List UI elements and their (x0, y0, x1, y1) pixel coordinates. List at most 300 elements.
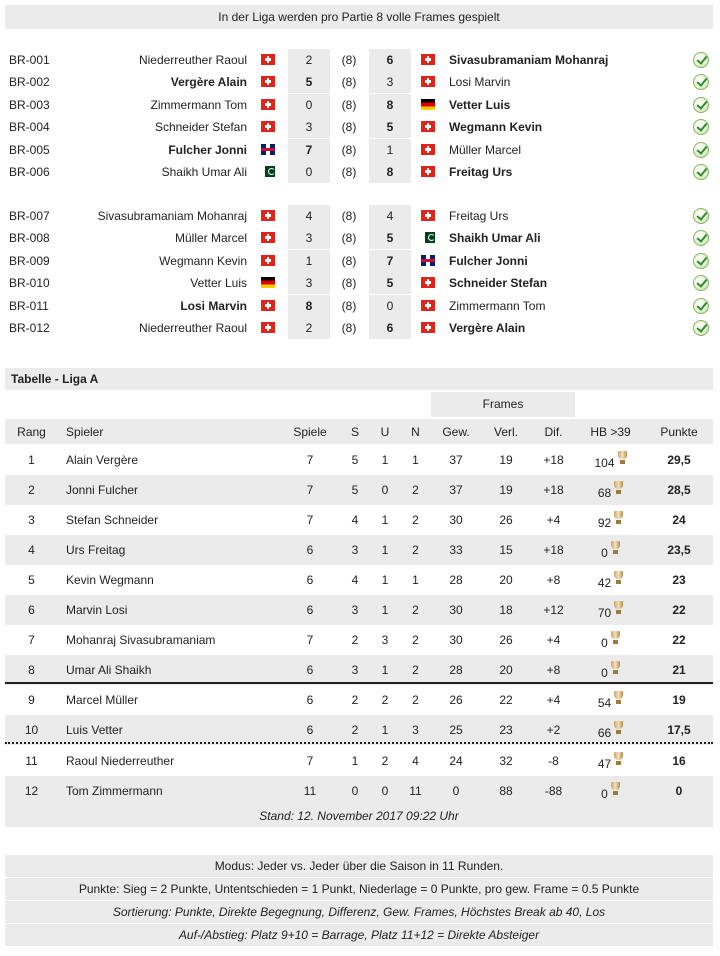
table-row[interactable] (5, 776, 713, 806)
away-score: 5 (369, 116, 411, 138)
cell-s: 4 (351, 573, 359, 587)
checkmark-icon (693, 97, 709, 113)
note-modus: Modus: Jeder vs. Jeder über die Saison in 11 Runden. (5, 855, 713, 877)
cell-gew: 24 (449, 754, 463, 768)
frames-count: (8) (341, 120, 357, 135)
ch-flag-icon (421, 277, 435, 288)
cell-n: 3 (400, 715, 431, 745)
cell-punkte: 17,5 (645, 715, 713, 745)
cell-spieler[interactable]: Jonni Fulcher (58, 475, 280, 505)
note-aufabstieg: Auf-/Abstieg: Platz 9+10 = Barrage, Platz 11+12 = Direkte Absteiger (5, 924, 713, 946)
trophy-icon[interactable] (614, 691, 623, 705)
cell-s: 2 (340, 715, 370, 745)
match-row[interactable] (5, 272, 713, 294)
cell-hb (576, 715, 645, 745)
checkmark-icon (693, 164, 709, 180)
ch-flag-icon (261, 76, 275, 87)
cell-n: 4 (412, 754, 419, 768)
home-player[interactable]: Wegmann Kevin (159, 253, 247, 268)
cell-verl: 15 (481, 535, 531, 565)
cell-s: 0 (340, 776, 370, 806)
cell-dif: +4 (546, 513, 561, 527)
de-flag-icon (421, 99, 435, 110)
match-row[interactable] (5, 250, 713, 272)
col-n[interactable]: N (400, 419, 431, 444)
cell-punkte: 23,5 (645, 535, 713, 565)
cell-hb (576, 595, 645, 625)
match-row[interactable] (5, 116, 713, 138)
match-row[interactable] (5, 161, 713, 183)
cell-s: 4 (351, 513, 359, 527)
table-row[interactable] (5, 625, 713, 655)
match-row[interactable] (5, 317, 713, 339)
ch-flag-icon (421, 300, 435, 311)
cell-hb (576, 535, 645, 565)
cell-verl: 23 (481, 715, 531, 745)
match-id[interactable]: BR-004 (9, 120, 50, 135)
de-flag-icon (261, 277, 275, 288)
home-score: 3 (288, 116, 330, 138)
cell-dif: +2 (531, 715, 576, 745)
home-score: 3 (288, 272, 330, 294)
cell-gew: 33 (431, 535, 481, 565)
trophy-icon[interactable] (611, 631, 620, 645)
cell-spiele: 7 (306, 754, 314, 768)
table-row[interactable] (5, 475, 713, 505)
trophy-icon[interactable] (611, 782, 620, 796)
ch-flag-icon (261, 99, 275, 110)
match-row[interactable] (5, 49, 713, 71)
away-player[interactable]: Vergère Alain (449, 321, 526, 335)
ch-flag-icon (261, 232, 275, 243)
cell-n: 2 (400, 595, 431, 625)
cell-punkte: 0 (645, 776, 713, 806)
cell-s: 2 (351, 693, 359, 707)
home-player[interactable]: Niederreuther Raoul (138, 53, 247, 67)
ch-flag-icon (261, 54, 275, 65)
table-row[interactable] (5, 445, 713, 475)
match-row[interactable] (5, 94, 713, 116)
trophy-icon[interactable] (618, 451, 627, 465)
match-id[interactable]: BR-001 (9, 53, 50, 67)
table-row[interactable] (5, 715, 713, 745)
ch-flag-icon (421, 144, 435, 155)
cell-n: 2 (400, 475, 431, 505)
ch-flag-icon (421, 76, 435, 87)
ch-flag-icon (261, 210, 275, 221)
cell-verl: 19 (499, 453, 513, 467)
ch-flag-icon (261, 322, 275, 333)
cell-u: 1 (370, 655, 400, 685)
match-row[interactable] (5, 205, 713, 227)
match-id[interactable]: BR-011 (9, 298, 49, 313)
cell-verl: 20 (481, 655, 531, 685)
match-id[interactable]: BR-007 (9, 209, 50, 223)
home-player[interactable]: Vetter Luis (190, 276, 247, 291)
ch-flag-icon (421, 210, 435, 221)
home-player[interactable]: Shaikh Umar Ali (161, 165, 247, 179)
away-score: 4 (369, 205, 411, 227)
col-punkte[interactable]: Punkte (645, 419, 713, 444)
col-hb[interactable]: HB >39 (576, 419, 645, 444)
away-player[interactable]: Zimmermann Tom (449, 298, 546, 313)
away-score: 1 (369, 139, 411, 161)
cell-dif: +18 (531, 535, 576, 565)
match-row[interactable] (5, 139, 713, 161)
cell-n: 1 (412, 573, 419, 587)
cell-n: 11 (400, 776, 431, 806)
cell-spiele: 6 (306, 693, 314, 707)
cell-s: 3 (340, 595, 370, 625)
cell-gew: 26 (449, 693, 463, 707)
cell-gew: 30 (449, 633, 463, 647)
cell-punkte: 23 (672, 573, 686, 587)
trophy-icon[interactable] (614, 601, 623, 615)
cell-spieler[interactable]: Umar Ali Shaikh (58, 655, 280, 685)
cell-u: 1 (381, 513, 389, 527)
trophy-icon[interactable] (614, 571, 623, 585)
league-info-bar: In der Liga werden pro Partie 8 volle Frames gespielt (5, 5, 713, 29)
checkmark-icon (693, 298, 709, 314)
home-score: 2 (288, 49, 330, 71)
cell-spiele: 7 (306, 513, 314, 527)
home-score: 3 (288, 227, 330, 249)
away-player[interactable]: Müller Marcel (449, 142, 522, 157)
home-score: 2 (288, 317, 330, 339)
cell-s: 5 (351, 453, 359, 467)
away-score: 3 (369, 71, 411, 93)
ch-flag-icon (421, 54, 435, 65)
cell-spieler[interactable]: Raoul Niederreuther (66, 754, 175, 768)
match-id[interactable]: BR-003 (9, 97, 50, 112)
away-player[interactable]: Wegmann Kevin (449, 120, 543, 135)
cell-punkte: 29,5 (667, 453, 691, 467)
cell-hb (576, 475, 645, 505)
home-score: 8 (288, 295, 330, 317)
cell-rang: 11 (25, 754, 38, 768)
trophy-icon[interactable] (611, 661, 620, 675)
cell-spiele: 6 (280, 715, 340, 745)
frames-count: (8) (341, 253, 357, 268)
trophy-icon[interactable] (614, 511, 623, 525)
checkmark-icon (693, 142, 709, 158)
col-s[interactable]: S (340, 419, 370, 444)
match-row[interactable] (5, 295, 713, 317)
cell-spiele: 7 (306, 633, 314, 647)
frames-count: (8) (341, 142, 357, 157)
cell-punkte: 28,5 (645, 475, 713, 505)
cell-s: 3 (340, 535, 370, 565)
table-row[interactable] (5, 746, 713, 776)
cell-u: 1 (370, 715, 400, 745)
home-score: 1 (288, 250, 330, 272)
match-id[interactable]: BR-010 (9, 276, 50, 291)
away-score: 6 (369, 49, 411, 71)
home-player[interactable]: Losi Marvin (180, 298, 247, 313)
cell-hb (576, 746, 645, 776)
cell-dif: +18 (531, 475, 576, 505)
cell-rang: 8 (5, 655, 58, 685)
highest-break: 104 (594, 456, 615, 470)
ch-flag-icon (261, 121, 275, 132)
frames-count: (8) (341, 165, 357, 179)
cell-verl: 88 (481, 776, 531, 806)
col-spiele[interactable]: Spiele (280, 419, 340, 444)
cell-hb (576, 685, 645, 715)
cell-spiele: 6 (280, 655, 340, 685)
home-player[interactable]: Sivasubramaniam Mohanraj (97, 209, 247, 223)
table-row[interactable] (5, 595, 713, 625)
away-score: 7 (369, 250, 411, 272)
home-player[interactable]: Vergère Alain (170, 75, 247, 90)
away-player[interactable]: Vetter Luis (449, 97, 511, 112)
cell-punkte: 21 (645, 655, 713, 685)
highest-break: 70 (597, 606, 612, 620)
highest-break: 92 (597, 516, 612, 530)
cell-gew: 37 (449, 453, 463, 467)
table-header-row (5, 419, 713, 444)
cell-rang: 2 (5, 475, 58, 505)
cell-spiele: 6 (280, 595, 340, 625)
cell-rang: 4 (5, 535, 58, 565)
cell-hb (576, 776, 645, 806)
away-player[interactable]: Schneider Stefan (449, 276, 548, 291)
table-title: Tabelle - Liga A (5, 368, 713, 390)
table-row[interactable] (5, 685, 713, 715)
cell-punkte: 22 (645, 595, 713, 625)
match-id[interactable]: BR-006 (9, 165, 50, 179)
col-spieler[interactable]: Spieler (58, 419, 280, 444)
cell-n: 2 (400, 655, 431, 685)
cell-rang: 12 (5, 776, 58, 806)
cell-spieler[interactable]: Tom Zimmermann (58, 776, 280, 806)
cell-hb (576, 565, 645, 595)
table-row[interactable] (5, 505, 713, 535)
cell-s: 2 (351, 633, 359, 647)
barrage-separator (5, 682, 713, 684)
cell-dif: -8 (548, 754, 559, 768)
away-score: 5 (369, 227, 411, 249)
frames-count: (8) (341, 75, 357, 90)
cell-u: 1 (370, 535, 400, 565)
cell-n: 2 (412, 633, 419, 647)
cell-u: 1 (381, 453, 389, 467)
cell-spieler[interactable]: Kevin Wegmann (66, 573, 154, 587)
cell-verl: 26 (499, 513, 513, 527)
trophy-icon[interactable] (614, 752, 623, 766)
away-player[interactable]: Freitag Urs (449, 209, 509, 223)
cell-spieler[interactable]: Stefan Schneider (66, 513, 159, 527)
ch-flag-icon (421, 166, 435, 177)
cell-rang: 1 (28, 453, 35, 467)
cell-spiele: 7 (306, 453, 314, 467)
pk-flag-icon (261, 166, 275, 177)
home-player[interactable]: Fulcher Jonni (168, 142, 247, 157)
home-player[interactable]: Niederreuther Raoul (138, 321, 247, 335)
col-verl[interactable]: Verl. (481, 419, 531, 444)
cell-rang: 5 (28, 573, 35, 587)
frames-count: (8) (341, 276, 357, 291)
ch-flag-icon (261, 255, 275, 266)
highest-break: 68 (597, 486, 612, 500)
cell-u: 2 (381, 754, 389, 768)
cell-verl: 32 (499, 754, 513, 768)
cell-verl: 26 (499, 633, 513, 647)
cell-spiele: 6 (280, 535, 340, 565)
home-score: 0 (288, 161, 330, 183)
table-row[interactable] (5, 535, 713, 565)
frames-count: (8) (341, 231, 357, 246)
home-score: 5 (288, 71, 330, 93)
cell-dif: +4 (546, 693, 561, 707)
cell-rang: 7 (28, 633, 35, 647)
cell-u: 0 (370, 475, 400, 505)
cell-gew: 28 (431, 655, 481, 685)
match-row[interactable] (5, 71, 713, 93)
cell-rang: 10 (5, 715, 58, 745)
ch-flag-icon (421, 121, 435, 132)
cell-dif: +12 (531, 595, 576, 625)
frames-count: (8) (341, 298, 357, 313)
highest-break: 42 (597, 576, 612, 590)
highest-break: 0 (601, 546, 608, 560)
checkmark-icon (693, 119, 709, 135)
stand-timestamp: Stand: 12. November 2017 09:22 Uhr (5, 805, 713, 827)
col-u[interactable]: U (370, 419, 400, 444)
home-player[interactable]: Schneider Stefan (154, 120, 247, 135)
away-player[interactable]: Shaikh Umar Ali (449, 231, 541, 246)
cell-u: 1 (370, 595, 400, 625)
away-score: 8 (369, 94, 411, 116)
cell-spiele: 6 (306, 573, 314, 587)
home-score: 4 (288, 205, 330, 227)
away-score: 5 (369, 272, 411, 294)
highest-break: 47 (597, 757, 612, 771)
cell-gew: 0 (431, 776, 481, 806)
pk-flag-icon (421, 232, 435, 243)
gb-flag-icon (261, 144, 275, 155)
ch-flag-icon (261, 300, 275, 311)
trophy-icon[interactable] (614, 721, 623, 735)
cell-dif: +18 (543, 453, 564, 467)
frames-count: (8) (341, 97, 357, 112)
cell-spieler[interactable]: Luis Vetter (58, 715, 280, 745)
cell-n: 1 (412, 453, 419, 467)
cell-gew: 25 (431, 715, 481, 745)
gb-flag-icon (421, 255, 435, 266)
cell-dif: +4 (546, 633, 561, 647)
cell-verl: 18 (481, 595, 531, 625)
checkmark-icon (693, 74, 709, 90)
table-row[interactable] (5, 655, 713, 685)
frames-count: (8) (341, 209, 357, 223)
col-gew[interactable]: Gew. (431, 419, 481, 444)
cell-punkte: 24 (672, 513, 686, 527)
cell-u: 1 (381, 573, 389, 587)
match-id[interactable]: BR-005 (9, 142, 50, 157)
cell-u: 0 (370, 776, 400, 806)
cell-n: 2 (412, 513, 419, 527)
cell-spiele: 7 (280, 475, 340, 505)
cell-rang: 3 (28, 513, 35, 527)
note-punkte: Punkte: Sieg = 2 Punkte, Untentschieden = 1 Punkt, Niederlage = 0 Punkte, pro gew. Frame = 0.5 Punkte (5, 878, 713, 900)
checkmark-icon (693, 230, 709, 246)
match-id[interactable]: BR-012 (9, 321, 50, 335)
cell-s: 3 (340, 655, 370, 685)
home-score: 0 (288, 94, 330, 116)
highest-break: 54 (597, 696, 612, 710)
frames-group-header: Frames (431, 392, 575, 417)
cell-hb (576, 625, 645, 655)
highest-break: 0 (601, 787, 608, 801)
cell-spiele: 11 (280, 776, 340, 806)
cell-gew: 30 (431, 595, 481, 625)
cell-spieler[interactable]: Marcel Müller (66, 693, 139, 707)
cell-n: 2 (412, 693, 419, 707)
col-dif[interactable]: Dif. (531, 419, 576, 444)
cell-verl: 22 (499, 693, 513, 707)
table-row[interactable] (5, 565, 713, 595)
cell-gew: 30 (449, 513, 463, 527)
home-score: 7 (288, 139, 330, 161)
cell-gew: 37 (431, 475, 481, 505)
checkmark-icon (693, 52, 709, 68)
highest-break: 0 (601, 636, 608, 650)
highest-break: 66 (597, 726, 612, 740)
trophy-icon[interactable] (614, 481, 623, 495)
cell-hb (576, 445, 645, 475)
home-player[interactable]: Zimmermann Tom (150, 97, 247, 112)
trophy-icon[interactable] (611, 541, 620, 555)
match-id[interactable]: BR-009 (9, 253, 50, 268)
cell-spieler[interactable]: Mohanraj Sivasubramaniam (66, 633, 216, 647)
cell-dif: +8 (531, 655, 576, 685)
match-id[interactable]: BR-008 (9, 231, 50, 246)
away-score: 0 (369, 295, 411, 317)
cell-s: 5 (340, 475, 370, 505)
cell-dif: +8 (546, 573, 561, 587)
cell-s: 1 (351, 754, 359, 768)
cell-spieler[interactable]: Urs Freitag (58, 535, 280, 565)
cell-spieler[interactable]: Marvin Losi (58, 595, 280, 625)
cell-hb (576, 655, 645, 685)
ch-flag-icon (421, 322, 435, 333)
cell-punkte: 16 (672, 754, 686, 768)
cell-dif: -88 (531, 776, 576, 806)
match-row[interactable] (5, 227, 713, 249)
cell-spieler[interactable]: Alain Vergère (66, 453, 139, 467)
away-player[interactable]: Sivasubramaniam Mohanraj (449, 53, 609, 67)
cell-punkte: 22 (672, 633, 686, 647)
cell-u: 2 (381, 693, 389, 707)
away-player[interactable]: Freitag Urs (449, 165, 513, 179)
cell-verl: 20 (499, 573, 513, 587)
col-rang[interactable]: Rang (5, 419, 58, 444)
match-id[interactable]: BR-002 (9, 75, 50, 90)
frames-count: (8) (341, 53, 357, 67)
cell-hb (576, 505, 645, 535)
checkmark-icon (693, 208, 709, 224)
home-player[interactable]: Müller Marcel (174, 231, 247, 246)
checkmark-icon (693, 275, 709, 291)
away-player[interactable]: Fulcher Jonni (449, 253, 528, 268)
highest-break: 0 (601, 666, 608, 680)
cell-rang: 9 (28, 693, 35, 707)
checkmark-icon (693, 320, 709, 336)
cell-u: 3 (381, 633, 389, 647)
relegation-separator (5, 742, 713, 744)
away-player[interactable]: Losi Marvin (449, 75, 511, 90)
